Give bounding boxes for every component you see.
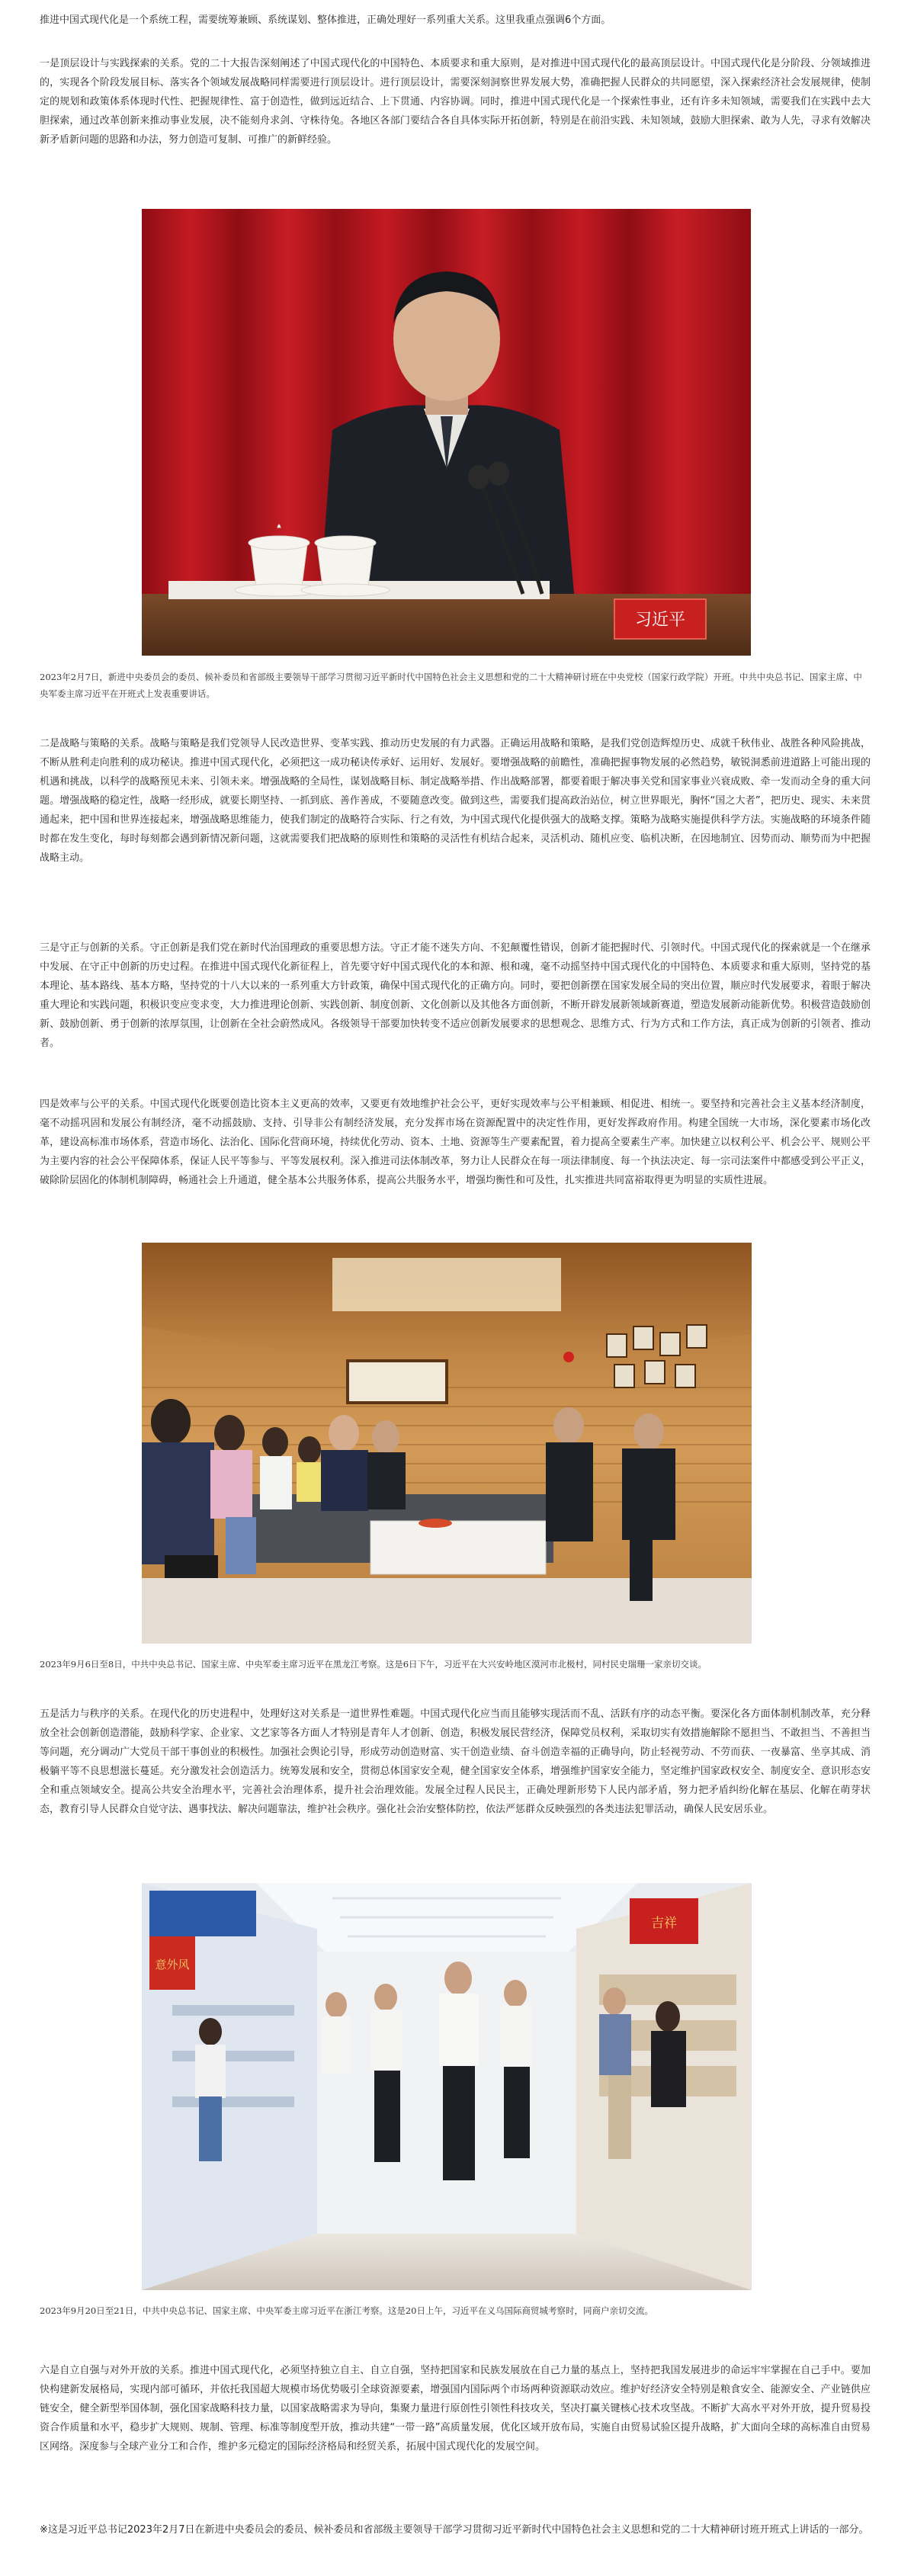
footnote: ※这是习近平总书记2023年2月7日在新进中央委员会的委员、候补委员和省部级主要领导干部学习贯彻习近平新时代中国特色社会主义思想和党的二十大精神研讨班开班式上讲话的一部分。 [40, 2524, 869, 2536]
photo-2-caption: 2023年9月6日至8日，中共中央总书记、国家主席、中央军委主席习近平在黑龙江考察。这是6日下午，习近平在大兴安岭地区漠河市北极村，同村民史瑞珊一家亲切交谈。 [40, 1659, 707, 1670]
section-4-paragraph: 四是效率与公平的关系。中国式现代化既要创造比资本主义更高的效率，又要更有效地维护社会公平，更好实现效率与公平相兼顾、相促进、相统一。要坚持和完善社会主义基本经济制度，毫不动摇巩固和发展公有制经济，毫不动摇鼓励、支持、引导非公有制经济发展，充分发挥市场在资源配置中的决定性作用，更好发挥政府作用。构建全国统一大市场，深化要素市场化改革，建设高标准市场体系，营造市场化、法治化、国际化营商环境，持续优化劳动、资本、土地、资源等生产要素配置，着力提高全要素生产率。加快建立以权利公平、机会公平、规则公平为主要内容的社会公平保障体系，保证人民平等参与、平等发展权利。深入推进司法体制改革，努力让人民群众在每一项法律制度、每一个执法决定、每一宗司法案件中都感受到公平正义，破除阶层固化的体制机制障碍，畅通社会上升通道，健全基本公共服务体系，提高公共服务水平，增强均衡性和可及性，扎实推进共同富裕取得更为明显的实质性进展。 [40, 1099, 871, 1186]
section-1-paragraph: 一是顶层设计与实践探索的关系。党的二十大报告深刻阐述了中国式现代化的中国特色、本质要求和重大原则，是对推进中国式现代化的最高顶层设计。中国式现代化是分阶段、分领域推进的，实现各个阶段发展目标、落实各个领域发展战略同样需要进行顶层设计。进行顶层设计，需要深刻洞察世界发展大势，准确把握人民群众的共同愿望，深入探索经济社会发展规律，使制定的规划和政策体系体现时代性、把握规律性、富于创造性，做到远近结合、上下贯通、内容协调。同时，推进中国式现代化是一个探索性事业，还有许多未知领域，需要我们在实践中去大胆探索，通过改革创新来推动事业发展，决不能刻舟求剑、守株待兔。各地区各部门要结合各自具体实际开拓创新，特别是在前沿实践、未知领域，鼓励大胆探索、敢为人先，寻求有效解决新矛盾新问题的思路和办法，努力创造可复制、可推广的新鲜经验。 [40, 58, 871, 146]
section-2-paragraph: 二是战略与策略的关系。战略与策略是我们党领导人民改造世界、变革实践、推动历史发展的有力武器。正确运用战略和策略，是我们党创造辉煌历史、成就千秋伟业、战胜各种风险挑战，不断从胜利走向胜利的成功秘诀。推进中国式现代化，必须把这一成功秘诀传承好、运用好、发展好。要增强战略的前瞻性，准确把握事物发展的必然趋势，敏锐洞悉前进道路上可能出现的机遇和挑战，以科学的战略预见未来、引领未来。增强战略的全局性，谋划战略目标、制定战略举措、作出战略部署，都要着眼于解决事关党和国家事业兴衰成败、牵一发而动全身的重大问题。增强战略的稳定性，战略一经形成，就要长期坚持、一抓到底、善作善成，不要随意改变。做到这些，需要我们提高政治站位，树立世界眼光，胸怀“国之大者”，把历史、现实、未来贯通起来，把中国和世界连接起来，增强战略思维能力，使我们制定的战略符合实际、行之有效，为中国式现代化提供强大的战略支撑。策略为战略实施提供科学方法。实施战略的环境条件随时都在发生变化，每时每刻都会遇到新情况新问题，这就需要我们把战略的原则性和策略的灵活性有机结合起来，灵活机动、随机应变、临机决断，在因地制宜、因势而动、顺势而为中把握战略主动。 [40, 738, 871, 864]
section-6-paragraph: 六是自立自强与对外开放的关系。推进中国式现代化，必须坚持独立自主、自立自强，坚持把国家和民族发展放在自己力量的基点上，坚持把我国发展进步的命运牢牢掌握在自己手中。要加快构建新发展格局，实现内部可循环，并依托我国超大规模市场优势吸引全球资源要素，增强国内国际两个市场两种资源联动效应。维护好经济安全特别是粮食安全、能源安全、产业链供应链安全，健全新型举国体制，强化国家战略科技力量，以国家战略需求为导向，集聚力量进行原创性引领性科技攻关，坚决打赢关键核心技术攻坚战。不断扩大高水平对外开放，提升贸易投资合作质量和水平，稳步扩大规则、规制、管理、标准等制度型开放，推动共建“一带一路”高质量发展，优化区域开放布局，实施自由贸易试验区提升战略，扩大面向全球的高标准自由贸易区网络。深度参与全球产业分工和合作，维护多元稳定的国际经济格局和经贸关系，拓展中国式现代化的发展空间。 [40, 2365, 871, 2452]
photo-1-caption: 2023年2月7日，新进中央委员会的委员、候补委员和省部级主要领导干部学习贯彻习近平新时代中国特色社会主义思想和党的二十大精神研讨班在中央党校（国家行政学院）开班。中共中央总书记、国家主席、中央军委主席习近平在开班式上发表重要讲话。 [40, 672, 862, 699]
nameplate-text: 习近平 [634, 611, 686, 630]
photo-market-visit [142, 1883, 752, 2290]
market-photo-illustration [142, 1883, 752, 2290]
photo-3-caption: 2023年9月20日至21日，中共中央总书记、国家主席、中央军委主席习近平在浙江考察。这是20日上午，习近平在义乌国际商贸城考察时，同商户亲切交流。 [40, 2305, 653, 2316]
village-photo-illustration [142, 1243, 752, 1644]
right-shop-sign: 吉祥 [651, 1916, 677, 1931]
photo-village-visit [142, 1243, 752, 1644]
photo-speech [142, 209, 751, 656]
section-3-paragraph: 三是守正与创新的关系。守正创新是我们党在新时代治国理政的重要思想方法。守正才能不迷失方向、不犯颠覆性错误，创新才能把握时代、引领时代。中国式现代化的探索就是一个在继承中发展、在守正中创新的历史过程。在推进中国式现代化新征程上，首先要守好中国式现代化的本和源、根和魂，毫不动摇坚持中国式现代化的中国特色、本质要求和重大原则，坚持党的基本理论、基本路线、基本方略，坚持党的十八大以来的一系列重大方针政策，确保中国式现代化的正确方向。同时，要把创新摆在国家发展全局的突出位置，顺应时代发展要求，着眼于解决重大理论和实践问题，积极识变应变求变，大力推进理论创新、实践创新、制度创新、文化创新以及其他各方面创新，不断开辟发展新领域新赛道，塑造发展新动能新优势。积极营造鼓励创新、鼓励创新、勇于创新的浓厚氛围，让创新在全社会蔚然成风。各级领导干部要加快转变不适应创新发展要求的思想观念、思维方式、行为方式和工作方法，真正成为创新的引领者、推动者。 [40, 942, 871, 1049]
left-shop-sign: 意外风 [155, 1958, 190, 1971]
intro-paragraph: 推进中国式现代化是一个系统工程，需要统筹兼顾、系统谋划、整体推进，正确处理好一系列重大关系。这里我重点强调6个方面。 [40, 14, 611, 26]
section-5-paragraph: 五是活力与秩序的关系。在现代化的历史进程中，处理好这对关系是一道世界性难题。中国式现代化应当而且能够实现活而不乱、活跃有序的动态平衡。要深化各方面体制机制改革，充分释放全社会创新创造潜能，鼓励科学家、企业家、文艺家等各方面人才特别是青年人才创新、创造，积极发展民营经济，保障党员权利，采取切实有效措施解除不愿担当、不敢担当、不善担当等问题，充分调动广大党员干部干事创业的积极性。加强社会舆论引导，形成劳动创造财富、实干创造业绩、奋斗创造幸福的正确导向，防止轻视劳动、不劳而获、一夜暴富、坐享其成、消极躺平等不良思想滋长蔓延。充分激发社会创造活力。统筹发展和安全，贯彻总体国家安全观，健全国家安全体系，增强维护国家安全能力，坚定维护国家政权安全、制度安全、意识形态安全和重点领域安全。提高公共安全治理水平，完善社会治理体系，提升社会治理效能。发展全过程人民民主，正确处理新形势下人民内部矛盾，努力把矛盾纠纷化解在基层、化解在萌芽状态，教育引导人民群众自觉守法、遇事找法、解决问题靠法，维护社会秩序。强化社会治安整体防控，依法严惩群众反映强烈的各类违法犯罪活动，确保人民安居乐业。 [40, 1708, 871, 1815]
speech-photo-illustration [142, 209, 751, 656]
